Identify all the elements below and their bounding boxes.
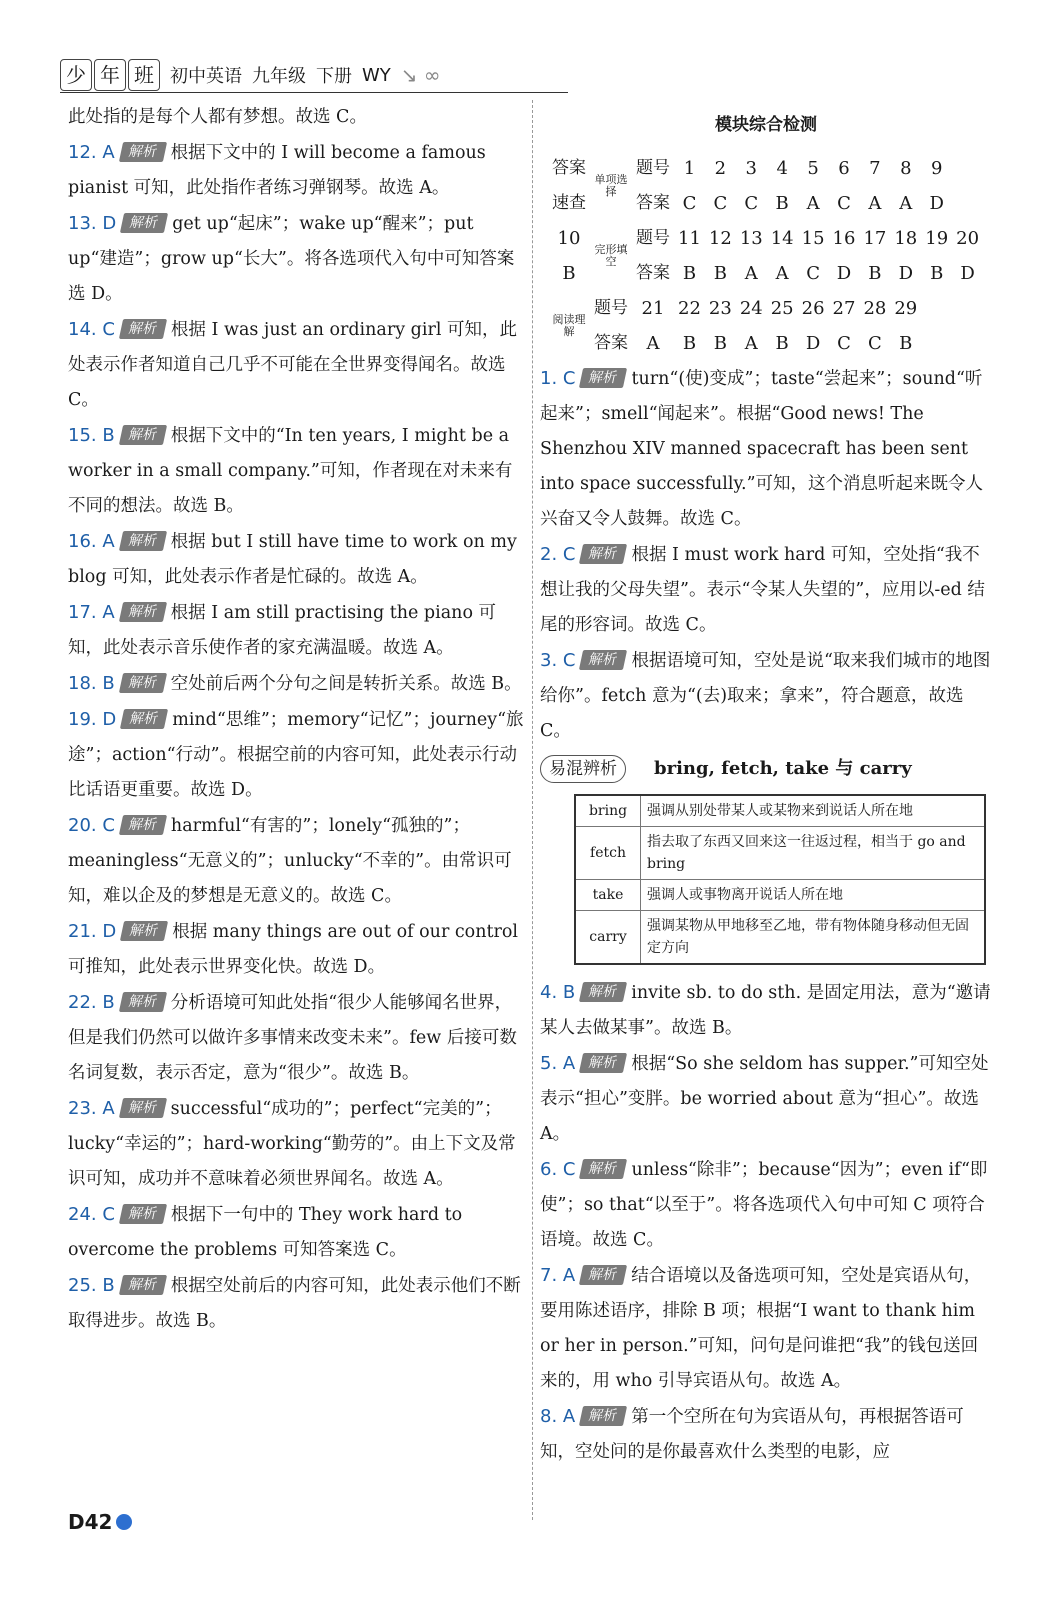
header-volume: 下册: [316, 66, 352, 87]
question-number: 19. D: [68, 709, 117, 730]
s3-q: 25: [770, 298, 794, 319]
s1-a: C: [837, 193, 851, 214]
question-number: 25. B: [68, 1275, 115, 1296]
analysis-tag: 解析: [579, 1053, 627, 1073]
row-label-a: 答案: [636, 263, 670, 283]
analysis-tag: 解析: [119, 1204, 167, 1224]
answer-entry: [540, 1152, 992, 1258]
analysis-tag: 解析: [579, 650, 627, 670]
analysis-text: 根据 I must work hard 可知，空处指“我不想让我的父母失望”。表示“令某人失望的”，应用以-ed 结尾的形容词。故选 C。: [540, 545, 985, 635]
answer-entry: [68, 1091, 526, 1197]
analysis-text: 第一个空所在句为宾语从句，再根据答语可知，空处问的是你最喜欢什么类型的电影，应: [540, 1407, 964, 1462]
answer-key-table: [548, 151, 983, 361]
question-number: 12. A: [68, 142, 115, 163]
analysis-text: 根据 I am still practising the piano 可知，此处表示音乐使作者的家充满温暖。故选 A。: [68, 603, 497, 658]
question-number: 14. C: [68, 319, 115, 340]
s2-a: B: [682, 263, 697, 284]
question-number: 7. A: [540, 1265, 576, 1286]
s3-q: 28: [863, 298, 887, 319]
s1-a: A: [868, 193, 882, 214]
question-number: 24. C: [68, 1204, 115, 1225]
mix-word: take: [575, 880, 641, 911]
analysis-text: unless“除非”；because“因为”；even if“即使”；so that“以至于”。将各选项代入句中可知 C 项符合语境。故选 C。: [540, 1160, 988, 1250]
row-label-q: 题号: [636, 158, 670, 178]
question-number: 18. B: [68, 673, 115, 694]
analysis-tag: 解析: [120, 213, 168, 233]
header-edition: WY: [362, 64, 391, 86]
mix-tag: 易混辨析: [540, 755, 626, 783]
s3-q: 21: [641, 298, 665, 319]
column-divider: [532, 100, 533, 1520]
page-header: [60, 58, 441, 92]
question-number: 22. B: [68, 992, 115, 1013]
s1-a: C: [713, 193, 728, 214]
analysis-tag: 解析: [579, 982, 627, 1002]
logo-char: 年: [94, 59, 126, 91]
s1-q: 3: [745, 158, 757, 179]
answer-entry: [68, 312, 526, 418]
analysis-tag: 解析: [579, 1406, 627, 1426]
s1-q: 5: [807, 158, 819, 179]
s2-q: 11: [678, 228, 701, 249]
analysis-text: 根据空处前后的内容可知，此处表示他们不断取得进步。故选 B。: [68, 1276, 521, 1331]
mix-row: [575, 827, 985, 880]
s1-a: D: [929, 193, 944, 214]
answer-entry: [68, 666, 526, 702]
analysis-text: 根据“So she seldom has supper.”可知空处表示“担心”变胖。be worried about 意为“担心”。故选 A。: [540, 1054, 989, 1144]
s3-a: C: [837, 333, 851, 354]
question-number: 3. C: [540, 650, 576, 671]
answer-entry: [68, 135, 526, 206]
analysis-tag: 解析: [119, 815, 167, 835]
analysis-text: 根据下文中的 I will become a famous pianist 可知，此处指作者练习弹钢琴。故选 A。: [68, 143, 486, 198]
answer-entry: [68, 524, 526, 595]
s2-a: D: [836, 263, 852, 284]
answer-entry: [68, 808, 526, 914]
analysis-text: invite sb. to do sth. 是固定用法，意为“邀请某人去做某事”。故选 B。: [540, 983, 991, 1038]
s2-q: 17: [863, 228, 887, 249]
s2-q: 15: [801, 228, 825, 249]
s3-q: 26: [801, 298, 825, 319]
answer-entry: [540, 537, 992, 643]
mix-title: bring, fetch, take 与 carry: [654, 758, 912, 779]
s2-a: D: [960, 263, 975, 284]
analysis-tag: 解析: [120, 709, 168, 729]
question-number: 21. D: [68, 921, 117, 942]
header-deco-icon: ↘ ∞: [400, 63, 441, 87]
analysis-text: 根据下文中的“In ten years, I might be a worker in a small company.”可知，作者现在对未来有不同的想法。故选 B。: [68, 426, 513, 516]
answer-entry: [540, 1399, 992, 1470]
mix-row: [575, 911, 985, 965]
question-number: 5. A: [540, 1053, 576, 1074]
s1-q: 8: [900, 158, 912, 179]
question-number: 23. A: [68, 1098, 115, 1119]
analysis-tag: 解析: [119, 319, 167, 339]
answer-entry: [68, 206, 526, 312]
analysis-tag: 解析: [579, 1265, 627, 1285]
answer-entry: [540, 643, 992, 749]
analysis-tag: 解析: [119, 425, 167, 445]
s3-a: C: [868, 333, 882, 354]
s2-a: B: [930, 263, 944, 284]
answer-entry: [68, 1197, 526, 1268]
mix-desc: 强调从别处带某人或某物来到说话人所在地: [641, 795, 986, 827]
s3-q: 22: [678, 298, 701, 319]
analysis-tag: 解析: [119, 992, 167, 1012]
s1-a: A: [806, 193, 820, 214]
question-number: 4. B: [540, 982, 576, 1003]
right-column: [540, 100, 992, 1470]
mix-row: [575, 795, 985, 827]
analysis-text: mind“思维”；memory“记忆”；journey“旅途”；action“行动”。根据空前的内容可知，此处表示行动比话语更重要。故选 D。: [68, 710, 524, 800]
question-number: 2. C: [540, 544, 576, 565]
analysis-text: harmful“有害的”；lonely“孤独的”；meaningless“无意义的”；unlucky“不幸的”。由常识可知，难以企及的梦想是无意义的。故选 C。: [68, 816, 512, 906]
answer-entry: [540, 975, 992, 1046]
page-number: D42: [68, 1510, 113, 1534]
analysis-text: 根据语境可知，空处是说“取来我们城市的地图给你”。fetch 意为“(去)取来；拿来”，符合题意，故选 C。: [540, 651, 991, 741]
s3-a: B: [899, 333, 913, 354]
analysis-text: successful“成功的”；perfect“完美的”；lucky“幸运的”；hard-working“勤劳的”。由上下文及常识可知，成功并不意味着必须世界闻名。故选 A。: [68, 1099, 516, 1189]
analysis-tag: 解析: [579, 1159, 627, 1179]
analysis-tag: 解析: [119, 142, 167, 162]
s2-a: D: [898, 263, 914, 284]
analysis-text: 根据 I was just an ordinary girl 可知，此处表示作者知道自己几乎不可能在全世界变得闻名。故选 C。: [68, 320, 517, 410]
analysis-tag: 解析: [120, 921, 168, 941]
answer-entry: [540, 1046, 992, 1152]
answer-entry: [540, 1258, 992, 1399]
answer-entry: [68, 985, 526, 1091]
key-label: 答案: [552, 158, 586, 178]
analysis-tag: 解析: [119, 1275, 167, 1295]
analysis-text: 根据 but I still have time to work on my blog 可知，此处表示作者是忙碌的。故选 A。: [68, 532, 517, 587]
key-label: 速查: [552, 193, 586, 213]
page-footer: [68, 1510, 132, 1534]
left-column: [68, 100, 526, 1339]
analysis-tag: 解析: [579, 368, 627, 388]
mix-table: [574, 794, 986, 965]
question-number: 20. C: [68, 815, 115, 836]
logo-char: 班: [128, 59, 160, 91]
header-rule: [60, 92, 568, 93]
s3-q: 27: [832, 298, 856, 319]
s2-q: 20: [956, 228, 980, 249]
logo-char: 少: [60, 59, 92, 91]
right-entries-a: [540, 361, 992, 749]
answer-entry: [68, 702, 526, 808]
row-label-a: 答案: [636, 193, 670, 213]
s2-a: B: [868, 263, 882, 284]
question-number: 6. C: [540, 1159, 576, 1180]
answer-entry: [68, 1268, 526, 1339]
answer-entry: [68, 595, 526, 666]
row-label-a: 答案: [594, 333, 628, 353]
s2-a: A: [744, 263, 758, 284]
section-label: 单项选择: [594, 173, 628, 198]
header-subject: 初中英语: [170, 66, 242, 87]
s1-a: C: [682, 193, 697, 214]
mix-desc: 强调人或事物离开说话人所在地: [641, 880, 986, 911]
s1-a: A: [899, 193, 913, 214]
mix-word: fetch: [575, 827, 641, 880]
analysis-text: get up“起床”；wake up“醒来”；put up“建造”；grow up“长大”。将各选项代入句中可知答案选 D。: [68, 214, 515, 304]
s2-q: 14: [770, 228, 794, 249]
s2-q: 13: [739, 228, 763, 249]
question-number: 13. D: [68, 213, 117, 234]
s3-a: D: [805, 333, 821, 354]
s3-a: B: [682, 333, 697, 354]
s3-q: 24: [739, 298, 763, 319]
s1-overflow-q: 10: [557, 228, 581, 249]
s1-a: C: [744, 193, 759, 214]
s3-a: A: [646, 333, 660, 354]
lead-text: 此处指的是每个人都有梦想。故选 C。: [68, 107, 367, 127]
analysis-text: 空处前后两个分句之间是转折关系。故选 B。: [170, 674, 522, 694]
s3-a: B: [713, 333, 727, 354]
answer-entry: [540, 361, 992, 537]
s3-a: B: [775, 333, 789, 354]
analysis-text: turn“(使)变成”；taste“尝起来”；sound“听起来”；smell“闻起来”。根据“Good news! The Shenzhou XIV manned spacecraft has been sent into space successfully.”可知，这个消息听起来既令人兴奋又令人鼓舞。故选 C。: [540, 369, 984, 529]
question-number: 16. A: [68, 531, 115, 552]
analysis-tag: 解析: [119, 602, 167, 622]
mix-desc: 指去取了东西又回来这一往返过程，相当于 go and bring: [641, 827, 986, 880]
s2-q: 19: [925, 228, 949, 249]
mix-header: [540, 751, 992, 786]
analysis-text: 分析语境可知此处指“很少人能够闻名世界，但是我们仍然可以做许多事情来改变未来”。few 后接可数名词复数，表示否定，意为“很少”。故选 B。: [68, 993, 517, 1083]
s3-a: A: [744, 333, 758, 354]
row-label-q: 题号: [594, 298, 628, 318]
header-grade: 九年级: [252, 66, 306, 87]
section-label: 阅读理解: [552, 313, 586, 338]
s2-a: A: [775, 263, 789, 284]
s2-a: B: [713, 263, 727, 284]
s2-a: C: [806, 263, 820, 284]
s2-q: 16: [832, 228, 856, 249]
analysis-tag: 解析: [119, 531, 167, 551]
row-label-q: 题号: [636, 228, 670, 248]
mix-word: bring: [575, 795, 641, 827]
mix-row: [575, 880, 985, 911]
page-dot-icon: [116, 1514, 132, 1530]
s2-q: 12: [708, 228, 732, 249]
mix-word: carry: [575, 911, 641, 965]
question-number: 1. C: [540, 368, 576, 389]
question-number: 8. A: [540, 1406, 576, 1427]
module-title: 模块综合检测: [715, 115, 817, 135]
analysis-text: 结合语境以及备选项可知，空处是宾语从句，要用陈述语序，排除 B 项；根据“I want to thank him or her in person.”可知，问句是问谁把“我”的钱包送回来的，用 who 引导宾语从句。故选 A。: [540, 1266, 982, 1391]
s1-q: 7: [869, 158, 881, 179]
s1-q: 6: [838, 158, 850, 179]
analysis-tag: 解析: [119, 673, 167, 693]
s1-q: 2: [714, 158, 727, 179]
analysis-text: 根据下一句中的 They work hard to overcome the problems 可知答案选 C。: [68, 1205, 463, 1260]
analysis-tag: 解析: [579, 544, 627, 564]
s1-q: 1: [683, 158, 696, 179]
mix-desc: 强调某物从甲地移至乙地，带有物体随身移动但无固定方向: [641, 911, 986, 965]
section-label: 完形填空: [594, 243, 628, 268]
s1-q: 9: [930, 158, 943, 179]
left-entries: [68, 135, 526, 1339]
s1-a: B: [775, 193, 789, 214]
right-entries-b: [540, 975, 992, 1470]
s2-q: 18: [894, 228, 918, 249]
answer-entry: [68, 914, 526, 985]
question-number: 17. A: [68, 602, 115, 623]
s3-q: 23: [708, 298, 732, 319]
answer-entry: [68, 418, 526, 524]
analysis-tag: 解析: [119, 1098, 167, 1118]
s3-q: 29: [894, 298, 918, 319]
analysis-text: 根据 many things are out of our control 可推知，此处表示世界变化快。故选 D。: [68, 922, 519, 977]
question-number: 15. B: [68, 425, 115, 446]
s1-overflow-a: B: [562, 263, 576, 284]
s1-q: 4: [776, 158, 788, 179]
series-logo: [60, 59, 160, 91]
